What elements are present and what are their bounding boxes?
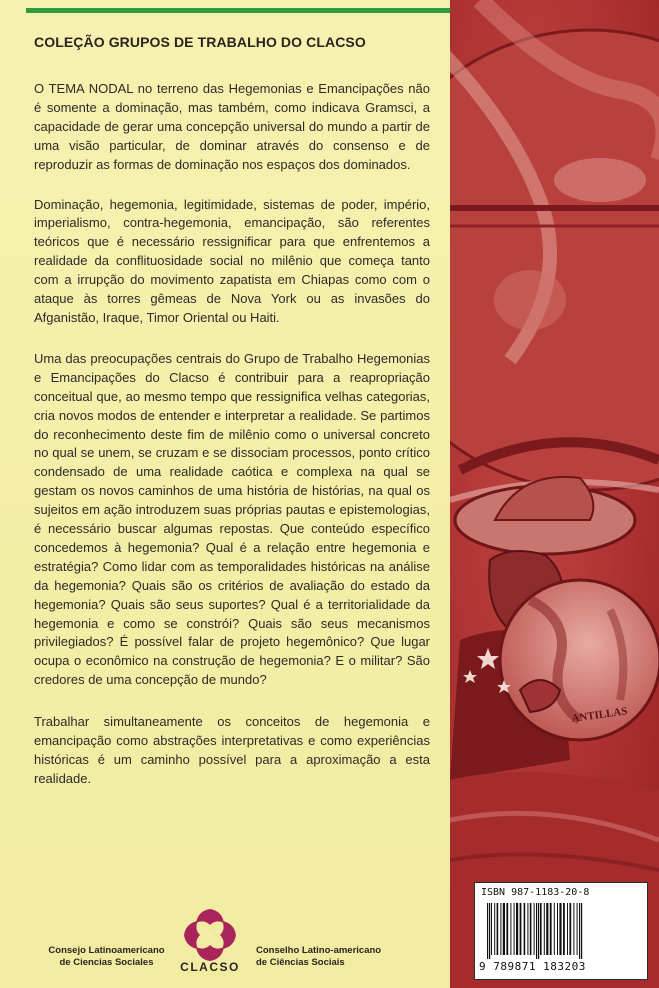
paragraph-3: Uma das preocupações centrais do Grupo de Trabalho Hegemonias e Emancipações do Clacso é contribuir para a reapropriação conceitual que, ao mesmo tempo que ressignifica velhas categorias, cria novos modos de entender e interpretar a realidade. Se partimos do reconhecimento deste fim de milênio como o universal concreto no qual se unem, se cruzam e se dissociam processos, ponto crítico condensado de uma realidade caótica e complexa na qual se gestam os novos caminhos de uma história de histórias, na qual os sujeitos em ação introduzem suas próprias pautas e epistemologias, é necessário buscar algumas repostas. Que conteúdo específico concedemos à hegemonia? Qual é a relação entre hegemonia e estratégia? Como lidar com as temporalidades históricas na análise da hegemonia? Quais são os critérios de avaliação do estado da hegemonia? Quais são seus suportes? Qual é a territorialidade da hegemonia e como se constrói? Quais são seus mecanismos privilegiados? É possível falar de projeto hegemônico? Que lugar ocupa o econômico na construção de hegemonia? E o militar? São credores de uma concepção de mundo? [34, 350, 430, 688]
cover-artwork [450, 0, 659, 988]
synopsis-text [34, 80, 430, 808]
globe-label: ANTILLAS [570, 705, 629, 725]
collection-title: COLEÇÃO GRUPOS DE TRABALHO DO CLACSO [34, 34, 366, 50]
barcode-digits: 9 789871 183203 [479, 960, 586, 973]
footer-spanish-line-2: de Ciencias Sociales [59, 957, 154, 968]
top-green-rule [26, 8, 450, 13]
footer-spanish-line-1: Consejo Latinoamericano [48, 945, 165, 956]
footer-spanish-name [34, 945, 179, 969]
paragraph-1: O TEMA NODAL no terreno das Hegemonias e Emancipações não é somente a dominação, mas também, como indicava Gramsci, a capacidade de gerar uma concepção universal do mundo a partir de uma visão particular, de dominar através do consenso e de reproduzir as formas de dominação nos espaços dos dominados. [34, 81, 430, 172]
barcode-icon [485, 903, 637, 959]
clacso-wordmark: CLACSO [180, 960, 240, 974]
footer-portuguese-line-2: de Ciências Sociais [256, 957, 345, 968]
artwork-illustration [450, 0, 659, 988]
footer-portuguese-line-1: Conselho Latino-americano [256, 945, 382, 956]
paragraph-2: Dominação, hegemonia, legitimidade, sistemas de poder, império, imperialismo, contra-hegemonia, emancipação, são referentes teóricos que é necessário ressignificar para que enfrentemos a realidade da conflituosidade social no milênio que começa tanto com a irrupção do movimento zapatista em Chiapas como com o ataque às torres gêmeas de Nova York ou as invasões do Afganistão, Iraque, Timor Oriental ou Haiti. [34, 196, 430, 325]
paragraph-4: Trabalhar simultaneamente os conceitos de hegemonia e emancipação como abstrações interpretativas e como experiências históricas é um caminho possível para a aproximação a esta realidade. [34, 714, 430, 786]
isbn-label: ISBN 987-1183-20-8 [481, 887, 590, 898]
isbn-barcode-box [474, 882, 648, 980]
footer-portuguese-name [256, 945, 406, 969]
